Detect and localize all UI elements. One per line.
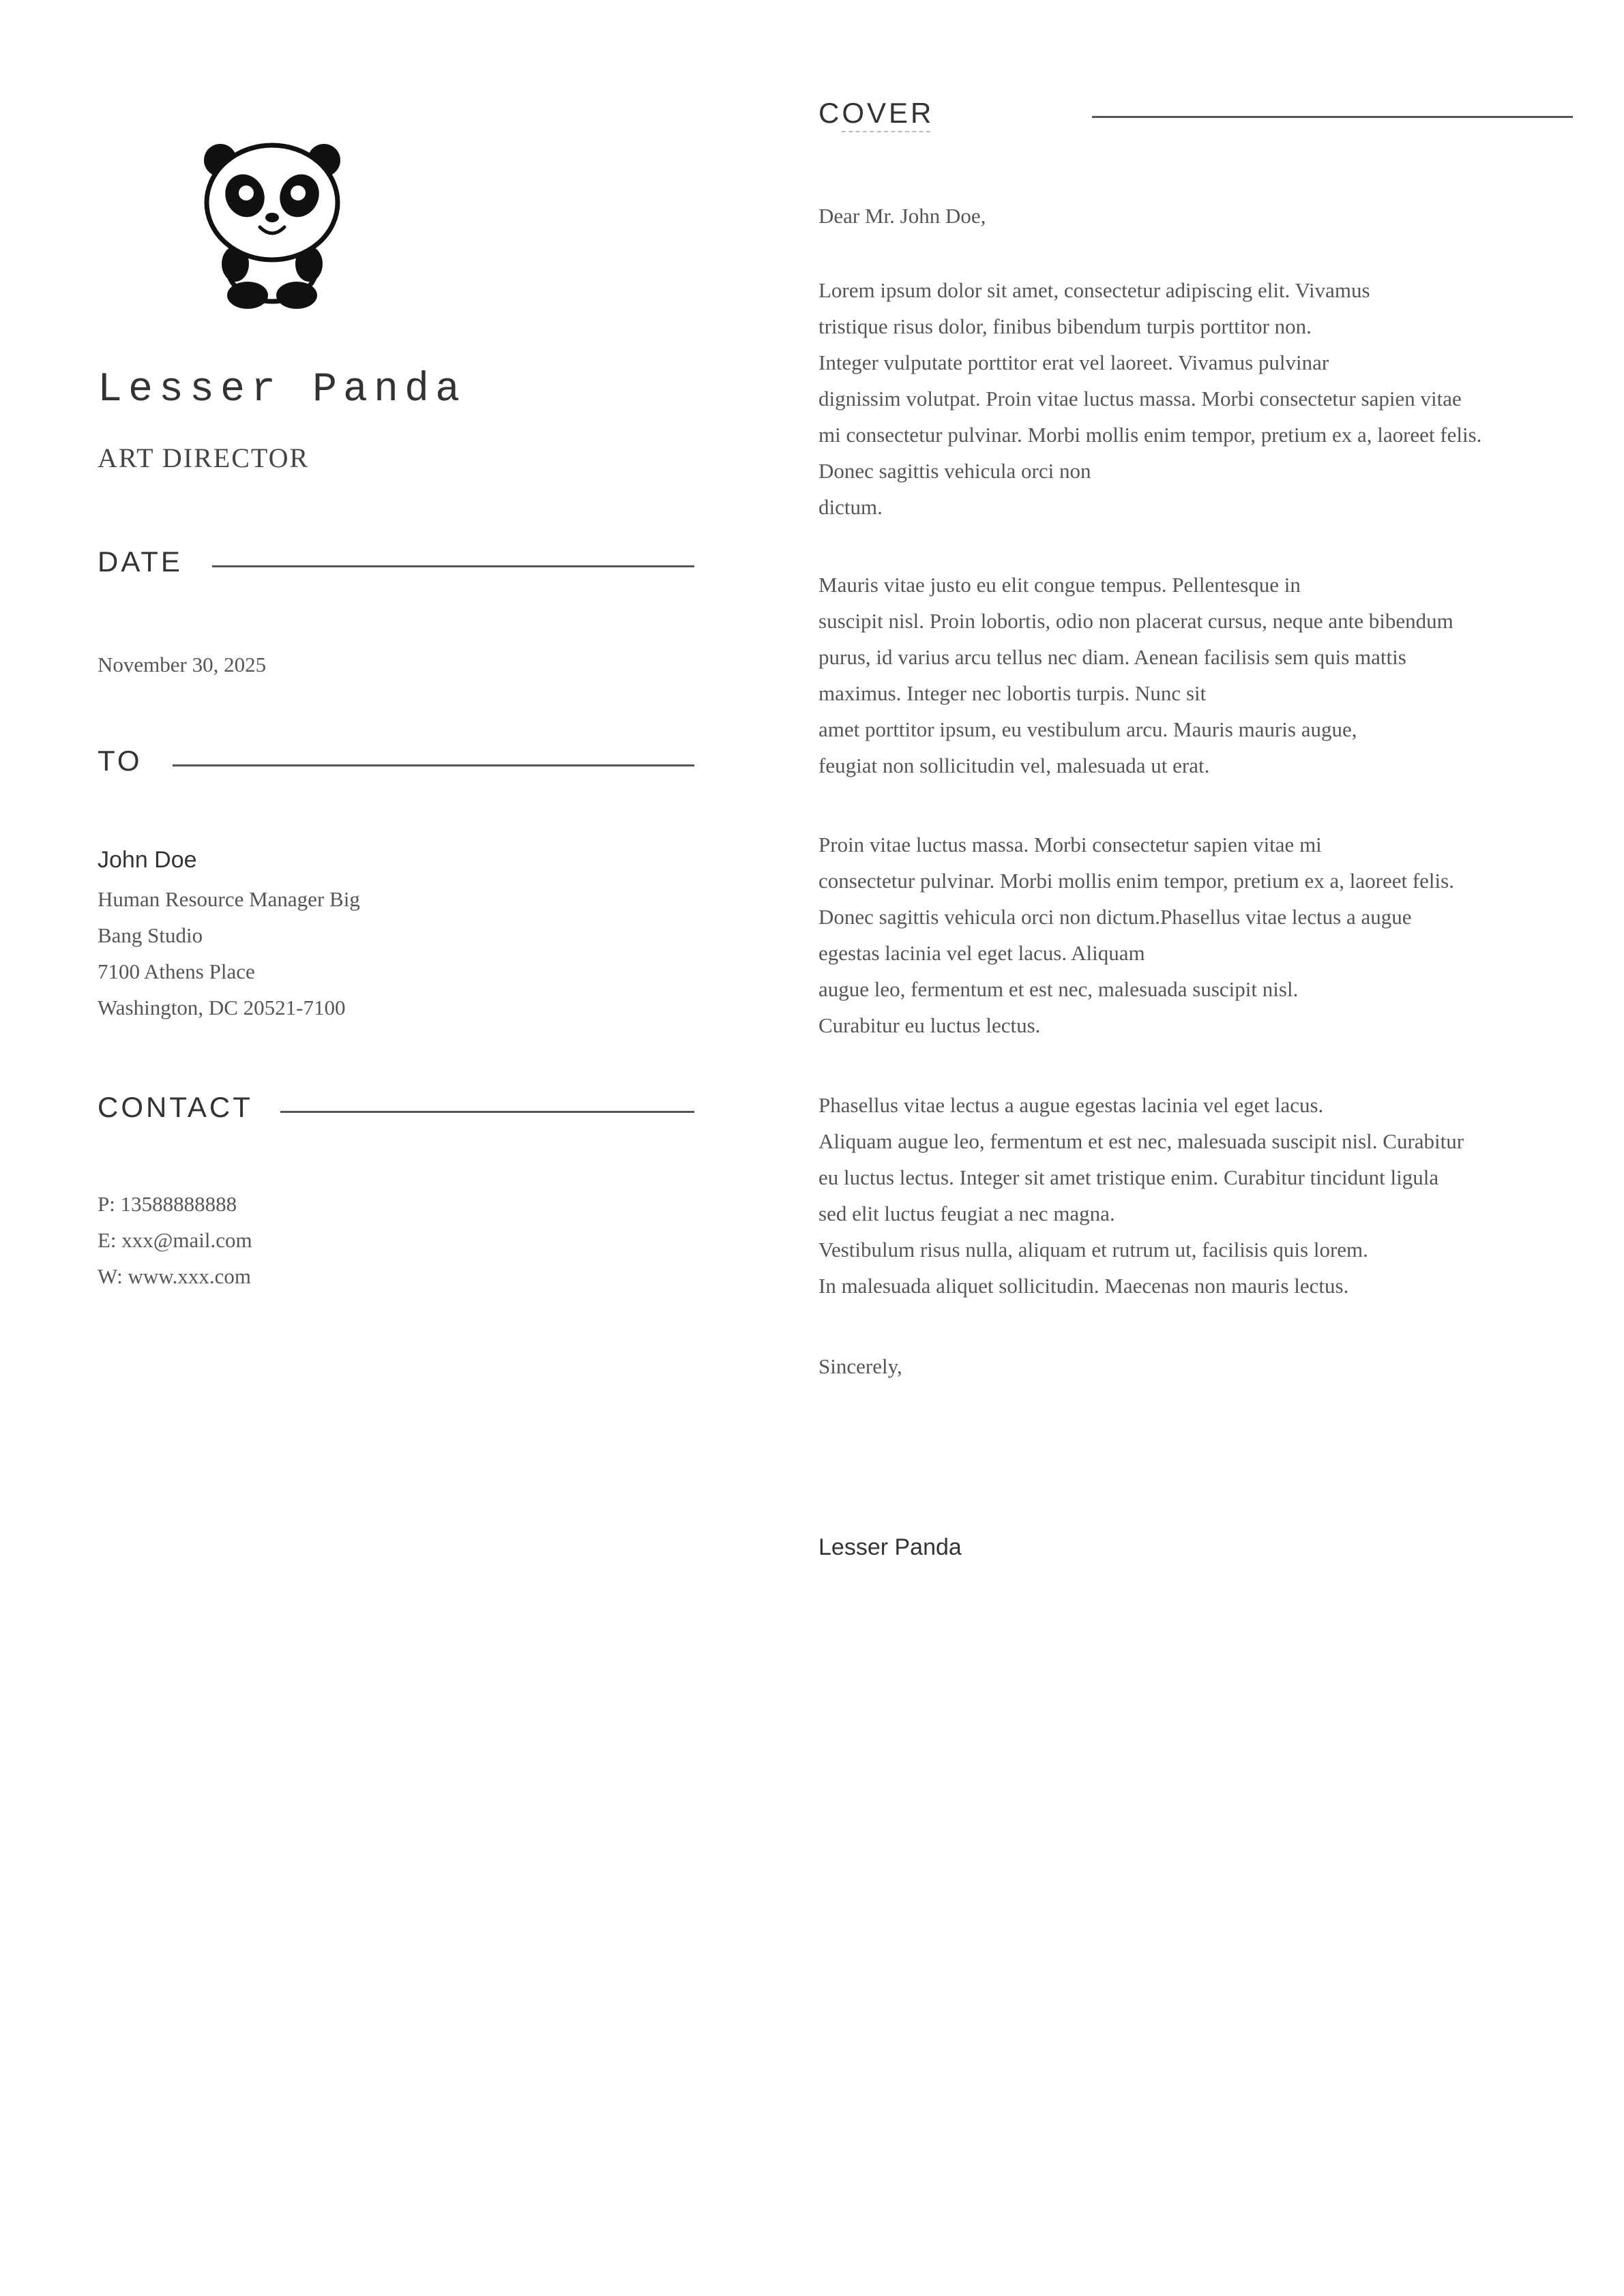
contact-web: W: www.xxx.com (98, 1264, 251, 1288)
paragraph-line: mi consectetur pulvinar. Morbi mollis enim tempor, pretium ex a, laoreet felis. (818, 423, 1482, 447)
closing: Sincerely, (818, 1354, 902, 1378)
paragraph-line: amet porttitor ipsum, eu vestibulum arcu. Mauris mauris augue, (818, 717, 1357, 741)
paragraph-line: Donec sagittis vehicula orci non (818, 459, 1091, 483)
date-divider (212, 565, 694, 567)
paragraph-line: consectetur pulvinar. Morbi mollis enim tempor, pretium ex a, laoreet felis. (818, 869, 1454, 893)
paragraph-line: Lorem ipsum dolor sit amet, consectetur adipiscing elit. Vivamus (818, 278, 1370, 302)
salutation: Dear Mr. John Doe, (818, 204, 986, 228)
address-line: Human Resource Manager Big (98, 887, 360, 911)
cover-paragraph (818, 826, 1454, 1043)
paragraph-line: In malesuada aliquet sollicitudin. Maecenas non mauris lectus. (818, 1274, 1349, 1298)
panda-icon (200, 140, 344, 310)
cover-heading: COVER (818, 97, 934, 129)
recipient-name: John Doe (98, 847, 197, 873)
paragraph-line: purus, id varius arcu tellus nec diam. Aenean facilisis sem quis mattis (818, 645, 1406, 669)
paragraph-line: dignissim volutpat. Proin vitae luctus massa. Morbi consectetur sapien vitae (818, 387, 1462, 411)
profile-name: Lesser Panda (98, 367, 467, 413)
paragraph-line: egestas lacinia vel eget lacus. Aliquam (818, 941, 1145, 965)
paragraph-line: Curabitur eu luctus lectus. (818, 1013, 1041, 1037)
cover-paragraph (818, 567, 1453, 784)
paragraph-line: Mauris vitae justo eu elit congue tempus. Pellentesque in (818, 573, 1301, 597)
date-heading: DATE (98, 546, 183, 578)
paragraph-line: Donec sagittis vehicula orci non dictum.Phasellus vitae lectus a augue (818, 905, 1412, 929)
date-value: November 30, 2025 (98, 653, 267, 676)
address-line: Bang Studio (98, 923, 203, 947)
profile-role: ART DIRECTOR (98, 443, 310, 473)
avatar (200, 140, 344, 310)
paragraph-line: Integer vulputate porttitor erat vel laoreet. Vivamus pulvinar (818, 351, 1329, 374)
paragraph-line: augue leo, fermentum et est nec, malesuada suscipit nisl. (818, 977, 1299, 1001)
paragraph-line: feugiat non sollicitudin vel, malesuada ut erat. (818, 754, 1210, 777)
address-line: Washington, DC 20521-7100 (98, 996, 346, 1019)
address-line: 7100 Athens Place (98, 959, 255, 983)
contact-divider (280, 1111, 694, 1113)
paragraph-line: tristique risus dolor, finibus bibendum turpis porttitor non. (818, 314, 1312, 338)
contact-heading: CONTACT (98, 1091, 253, 1123)
paragraph-line: Phasellus vitae lectus a augue egestas lacinia vel eget lacus. (818, 1093, 1324, 1117)
contact-details (98, 1186, 252, 1294)
cover-paragraph (818, 272, 1481, 525)
paragraph-line: eu luctus lectus. Integer sit amet tristique enim. Curabitur tincidunt ligula (818, 1165, 1439, 1189)
paragraph-line: Aliquam augue leo, fermentum et est nec, malesuada suscipit nisl. Curabitur (818, 1129, 1464, 1153)
to-heading: TO (98, 745, 143, 777)
contact-phone: P: 13588888888 (98, 1192, 237, 1216)
paragraph-line: suscipit nisl. Proin lobortis, odio non placerat cursus, neque ante bibendum (818, 609, 1453, 633)
paragraph-line: Proin vitae luctus massa. Morbi consectetur sapien vitae mi (818, 833, 1322, 856)
paragraph-line: Vestibulum risus nulla, aliquam et rutrum ut, facilisis quis lorem. (818, 1238, 1368, 1262)
to-divider (173, 764, 694, 766)
signature: Lesser Panda (818, 1534, 962, 1560)
paragraph-line: maximus. Integer nec lobortis turpis. Nunc sit (818, 681, 1207, 705)
paragraph-line: dictum. (818, 495, 883, 519)
cover-paragraph (818, 1087, 1464, 1304)
paragraph-line: sed elit luctus feugiat a nec magna. (818, 1202, 1115, 1225)
contact-email: E: xxx@mail.com (98, 1228, 252, 1252)
recipient-address (98, 881, 360, 1026)
cover-heading-underline (842, 131, 930, 132)
cover-divider (1092, 116, 1573, 118)
